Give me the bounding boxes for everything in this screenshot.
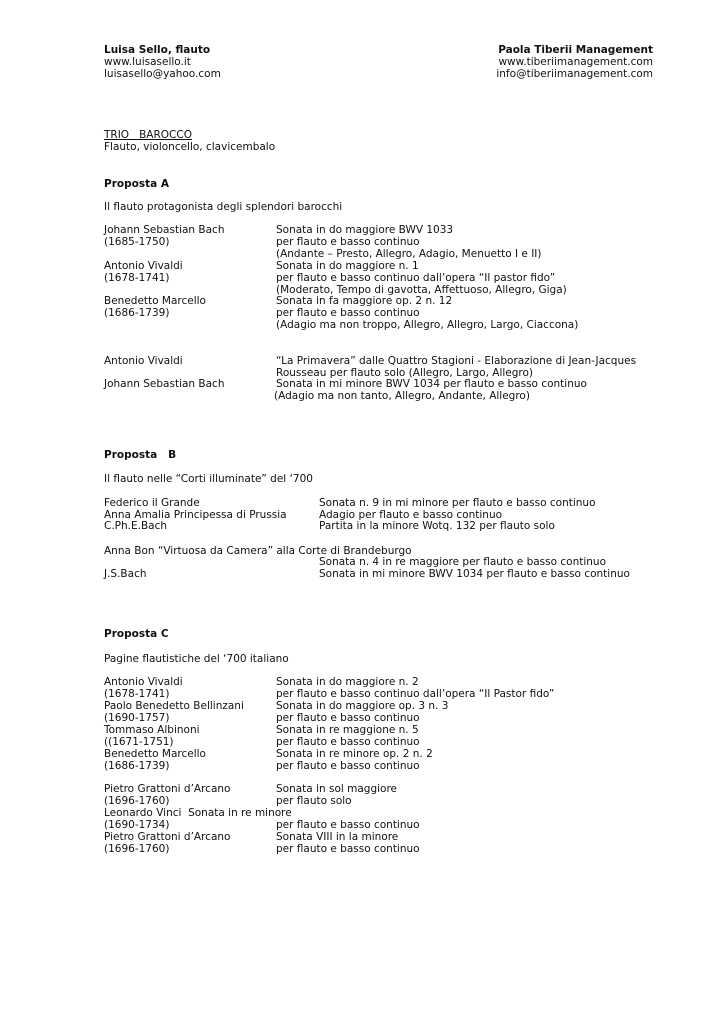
work: Sonata in do maggiore BWV 1033	[276, 224, 454, 236]
composer: Paolo Benedetto Bellinzani	[104, 700, 244, 712]
work: Sonata in do maggiore op. 3 n. 3	[276, 700, 449, 712]
work: per flauto e basso continuo	[276, 843, 420, 855]
ensemble-instruments: Flauto, violoncello, clavicembalo	[104, 141, 276, 153]
composer: Anna Bon “Virtuosa da Camera” alla Corte di Brandeburgo	[104, 545, 412, 557]
work: per flauto e basso continuo dall’opera “Il Pastor fido”	[276, 688, 555, 700]
work: Sonata VIII in la minore	[276, 831, 399, 843]
work: Sonata in do maggiore n. 1	[276, 260, 419, 272]
proposta-c-title: Proposta C	[104, 628, 169, 640]
work: Sonata in do maggiore n. 2	[276, 676, 419, 688]
composer: Pietro Grattoni d’Arcano	[104, 783, 231, 795]
composer: Benedetto Marcello	[104, 748, 206, 760]
composer-dates: (1685-1750)	[104, 236, 170, 248]
composer: Johann Sebastian Bach	[104, 378, 225, 390]
work: per flauto e basso continuo	[276, 819, 420, 831]
work: per flauto e basso continuo	[276, 712, 420, 724]
composer-dates: (1678-1741)	[104, 272, 170, 284]
management-email[interactable]: info@tiberiimanagement.com	[496, 68, 653, 80]
work: Sonata in sol maggiore	[276, 783, 398, 795]
work: Partita in la minore Wotq. 132 per flauto solo	[319, 520, 555, 532]
work: Sonata in mi minore BWV 1034 per flauto e basso continuo	[276, 378, 587, 390]
composer-dates: (1696-1760)	[104, 795, 170, 807]
work: (Andante – Presto, Allegro, Adagio, Menuetto I e II)	[276, 248, 542, 260]
composer: Federico il Grande	[104, 497, 200, 509]
work: (Adagio ma non troppo, Allegro, Allegro, Largo, Ciaccona)	[276, 319, 579, 331]
composer: Leonardo Vinci Sonata in re minore	[104, 807, 292, 819]
work: Sonata in mi minore BWV 1034 per flauto e basso continuo	[319, 568, 630, 580]
work: Sonata in re minore op. 2 n. 2	[276, 748, 433, 760]
composer: Benedetto Marcello	[104, 295, 206, 307]
composer: C.Ph.E.Bach	[104, 520, 168, 532]
proposta-a-title: Proposta A	[104, 178, 169, 190]
work: per flauto solo	[276, 795, 352, 807]
work: per flauto e basso continuo	[276, 760, 420, 772]
composer-dates: (1686-1739)	[104, 760, 170, 772]
header-website[interactable]: www.luisasello.it	[104, 56, 191, 68]
composer: Anna Amalia Principessa di Prussia	[104, 509, 287, 521]
proposta-c-subtitle: Pagine flautistiche del ‘700 italiano	[104, 653, 289, 665]
work: (Adagio ma non tanto, Allegro, Andante, Allegro)	[274, 390, 530, 402]
work: per flauto e basso continuo dall’opera “Il pastor fido”	[276, 272, 556, 284]
ensemble-title: TRIO BAROCCO	[104, 129, 192, 141]
work: per flauto e basso continuo	[276, 736, 420, 748]
composer: J.S.Bach	[104, 568, 147, 580]
header-email[interactable]: luisasello@yahoo.com	[104, 68, 221, 80]
work: Sonata n. 4 in re maggiore per flauto e basso continuo	[319, 556, 607, 568]
work: per flauto e basso continuo	[276, 236, 420, 248]
work: (Moderato, Tempo di gavotta, Affettuoso, Allegro, Giga)	[276, 284, 567, 296]
composer-dates: ((1671-1751)	[104, 736, 174, 748]
composer: Antonio Vivaldi	[104, 260, 183, 272]
proposta-a-subtitle: Il flauto protagonista degli splendori barocchi	[104, 201, 343, 213]
proposta-b-subtitle: Il flauto nelle “Corti illuminate” del ‘700	[104, 473, 313, 485]
work: per flauto e basso continuo	[276, 307, 420, 319]
management-website[interactable]: www.tiberiimanagement.com	[498, 56, 653, 68]
work: Sonata n. 9 in mi minore per flauto e basso continuo	[319, 497, 596, 509]
header-name: Luisa Sello, flauto	[104, 44, 211, 56]
composer: Antonio Vivaldi	[104, 355, 183, 367]
composer: Antonio Vivaldi	[104, 676, 183, 688]
composer-dates: (1678-1741)	[104, 688, 170, 700]
composer: Tommaso Albinoni	[104, 724, 200, 736]
management-name: Paola Tiberii Management	[498, 44, 653, 56]
composer-dates: (1690-1734)	[104, 819, 170, 831]
composer: Johann Sebastian Bach	[104, 224, 225, 236]
composer-dates: (1686-1739)	[104, 307, 170, 319]
work: Rousseau per flauto solo (Allegro, Largo, Allegro)	[276, 367, 534, 379]
composer-dates: (1690-1757)	[104, 712, 170, 724]
proposta-b-title: Proposta B	[104, 449, 177, 461]
composer-dates: (1696-1760)	[104, 843, 170, 855]
work: Sonata in fa maggiore op. 2 n. 12	[276, 295, 453, 307]
work: “La Primavera” dalle Quattro Stagioni - Elaborazione di Jean-Jacques	[276, 355, 637, 367]
composer: Pietro Grattoni d’Arcano	[104, 831, 231, 843]
work: Adagio per flauto e basso continuo	[319, 509, 503, 521]
work: Sonata in re maggione n. 5	[276, 724, 419, 736]
